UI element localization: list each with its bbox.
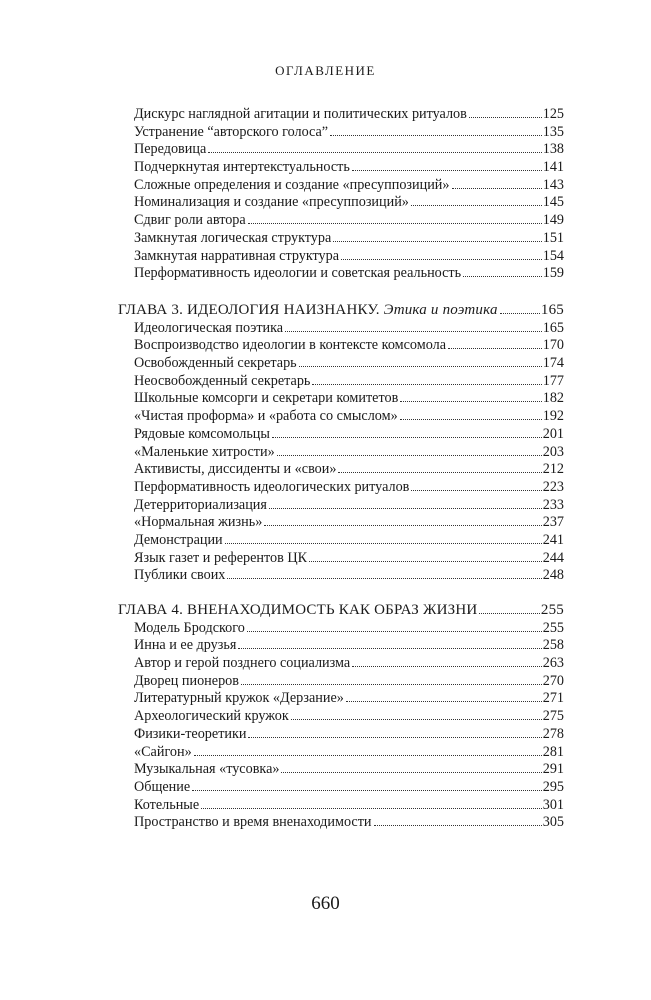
toc-entry[interactable] (118, 248, 564, 266)
page-ref: 237 (542, 514, 564, 531)
page-ref: 170 (542, 337, 564, 354)
toc-entry-title: «Нормальная жизнь» (134, 514, 263, 531)
toc-entry-title: Общение (134, 778, 191, 795)
toc-entry-title: Освобожденный секретарь (134, 355, 297, 372)
toc-entry[interactable] (118, 637, 564, 655)
toc-entry[interactable] (118, 177, 564, 195)
dot-leader (208, 152, 541, 153)
toc-entry[interactable] (118, 320, 564, 338)
toc-entry[interactable] (118, 461, 564, 479)
toc-entry-title: Подчеркнутая интертекстуальность (134, 159, 350, 176)
dot-leader (400, 401, 541, 402)
toc-entry-title: Передовица (134, 141, 207, 158)
toc-entry[interactable] (118, 194, 564, 212)
toc-entry[interactable] (118, 212, 564, 230)
dot-leader (352, 666, 541, 667)
toc-entry[interactable] (118, 532, 564, 550)
page-ref: 295 (542, 778, 564, 795)
page-ref: 248 (542, 567, 564, 584)
toc-entry-title: Дворец пионеров (134, 672, 239, 689)
toc-entry-title: Номинализация и создание «пресуппозиций» (134, 194, 409, 211)
dot-leader (330, 135, 542, 136)
toc-entry-title: Публики своих (134, 567, 226, 584)
toc-entry[interactable] (118, 373, 564, 391)
toc-chapter-3 (118, 302, 564, 585)
toc-entry[interactable] (118, 744, 564, 762)
page-ref: 255 (540, 602, 564, 618)
dot-leader (448, 348, 542, 349)
page-ref: 165 (542, 319, 564, 336)
toc-entry-title: Школьные комсорги и секретари комитетов (134, 390, 399, 407)
dot-leader (285, 331, 542, 332)
page-ref: 143 (542, 176, 564, 193)
page-ref: 305 (542, 814, 564, 831)
toc-entry-title: Физики-теоретики (134, 725, 247, 742)
page-ref: 149 (542, 212, 564, 229)
toc-entry-title: Инна и ее друзья (134, 637, 237, 654)
page-ref: 154 (542, 247, 564, 264)
toc-entry-title: Археологический кружок (134, 708, 289, 725)
toc-entry-title: Литературный кружок «Дерзание» (134, 690, 344, 707)
dot-leader (247, 631, 542, 632)
dot-leader (264, 525, 541, 526)
page-ref: 145 (542, 194, 564, 211)
toc-entry[interactable] (118, 550, 564, 568)
toc-entry-title: Замкнутая нарративная структура (134, 247, 340, 264)
toc-entry[interactable] (118, 230, 564, 248)
dot-leader (374, 825, 542, 826)
toc-section-continuation (118, 106, 564, 283)
page-ref: 263 (542, 655, 564, 672)
page-ref: 138 (542, 141, 564, 158)
running-header: ОГЛАВЛЕНИЕ (275, 63, 376, 78)
toc-entry[interactable] (118, 106, 564, 124)
dot-leader (469, 117, 542, 118)
toc-entry[interactable] (118, 708, 564, 726)
toc-entry-title: Дискурс наглядной агитации и политических ритуалов (134, 106, 467, 122)
toc-entry-title: Демонстрации (134, 531, 223, 548)
toc-chapter-heading[interactable] (118, 302, 564, 320)
page-ref: 192 (542, 408, 564, 425)
page-ref: 291 (542, 761, 564, 778)
page-ref: 125 (542, 106, 564, 122)
toc-entry[interactable] (118, 426, 564, 444)
toc-entry[interactable] (118, 814, 564, 832)
dot-leader (238, 648, 541, 649)
dot-leader (333, 241, 541, 242)
dot-leader (248, 223, 542, 224)
toc-entry-title: Модель Бродского (134, 619, 245, 636)
dot-leader (338, 472, 541, 473)
toc-entry-title: Сдвиг роли автора (134, 212, 246, 229)
toc-entry-title: Музыкальная «тусовка» (134, 761, 280, 778)
page-ref: 212 (542, 461, 564, 478)
dot-leader (291, 719, 542, 720)
dot-leader (341, 259, 542, 260)
toc-entry[interactable] (118, 797, 564, 815)
page-ref: 141 (542, 159, 564, 176)
toc-entry[interactable] (118, 690, 564, 708)
dot-leader (194, 755, 542, 756)
page-ref: 174 (542, 355, 564, 372)
dot-leader (241, 684, 542, 685)
toc-entry[interactable] (118, 779, 564, 797)
page-ref: 182 (542, 390, 564, 407)
page-ref: 301 (542, 796, 564, 813)
dot-leader (411, 205, 542, 206)
page-ref: 201 (542, 425, 564, 442)
toc-entry[interactable] (118, 673, 564, 691)
page-ref: 278 (542, 725, 564, 742)
toc-entry[interactable] (118, 444, 564, 462)
toc-entry[interactable] (118, 620, 564, 638)
dot-leader (452, 188, 542, 189)
toc-entry-title: Замкнутая логическая структура (134, 229, 332, 246)
page-ref: 270 (542, 672, 564, 689)
chapter-title: ГЛАВА 4. ВНЕНАХОДИМОСТЬ КАК ОБРАЗ ЖИЗНИ (118, 602, 478, 618)
page-ref: 159 (542, 265, 564, 282)
toc-entry[interactable] (118, 408, 564, 426)
toc-entry[interactable] (118, 390, 564, 408)
toc-entry-title: Идеологическая поэтика (134, 319, 284, 336)
page-ref: 258 (542, 637, 564, 654)
toc-entry-title: «Чистая проформа» и «работа со смыслом» (134, 408, 398, 425)
toc-entry[interactable] (118, 479, 564, 497)
page-ref: 135 (542, 123, 564, 140)
toc-entry[interactable] (118, 141, 564, 159)
toc-entry-title: Котельные (134, 796, 200, 813)
dot-leader (400, 419, 542, 420)
toc-entry-title: Рядовые комсомольцы (134, 425, 270, 442)
page-ref: 165 (540, 302, 564, 318)
chapter-subtitle: Этика и поэтика (383, 302, 498, 318)
toc-entry-title: Автор и герой позднего социализма (134, 655, 351, 672)
page-ref: 275 (542, 708, 564, 725)
toc-chapter-4 (118, 602, 564, 832)
page-ref: 233 (542, 496, 564, 513)
toc-entry[interactable] (118, 124, 564, 142)
dot-leader (346, 701, 542, 702)
toc-entry-title: Активисты, диссиденты и «свои» (134, 461, 337, 478)
dot-leader (269, 508, 542, 509)
toc-entry[interactable] (118, 355, 564, 373)
page-ref: 244 (542, 549, 564, 566)
dot-leader (411, 490, 541, 491)
toc-entry-title: Устранение “авторского голоса” (134, 123, 329, 140)
dot-leader (299, 366, 542, 367)
dot-leader (281, 772, 541, 773)
toc-entry-title: Перформативность идеологии и советская реальность (134, 265, 462, 282)
page-number: 660 (311, 893, 340, 914)
toc-entry-title: Неосвобожденный секретарь (134, 372, 311, 389)
dot-leader (309, 561, 542, 562)
toc-entry-title: Пространство и время вненаходимости (134, 814, 372, 831)
toc-entry[interactable] (118, 514, 564, 532)
toc-entry-title: Воспроизводство идеологии в контексте комсомола (134, 337, 447, 354)
page-ref: 255 (542, 619, 564, 636)
toc-entry[interactable] (118, 761, 564, 779)
toc-entry[interactable] (118, 726, 564, 744)
toc-entry-title: «Сайгон» (134, 743, 192, 760)
toc-entry-title: Детерриториализация (134, 496, 267, 513)
chapter-title: ГЛАВА 3. ИДЕОЛОГИЯ НАИЗНАНКУ. Этика и поэтика (118, 302, 498, 318)
dot-leader (227, 578, 541, 579)
dot-leader (312, 384, 541, 385)
toc-entry-title: «Маленькие хитрости» (134, 443, 275, 460)
page-ref: 177 (542, 372, 564, 389)
dot-leader (352, 170, 542, 171)
toc-entry[interactable] (118, 497, 564, 515)
dot-leader (272, 437, 542, 438)
dot-leader (248, 737, 541, 738)
toc-entry-title: Перформативность идеологических ритуалов (134, 478, 410, 495)
page-ref: 151 (542, 229, 564, 246)
page-ref: 281 (542, 743, 564, 760)
page-ref: 271 (542, 690, 564, 707)
dot-leader (463, 276, 542, 277)
dot-leader (479, 613, 539, 614)
toc-entry-title: Сложные определения и создание «пресуппозиций» (134, 176, 450, 193)
dot-leader (201, 808, 542, 809)
page-ref: 223 (542, 478, 564, 495)
page-ref: 203 (542, 443, 564, 460)
toc-entry[interactable] (118, 655, 564, 673)
toc-entry[interactable] (118, 265, 564, 283)
toc-entry[interactable] (118, 159, 564, 177)
dot-leader (500, 313, 540, 314)
dot-leader (192, 790, 542, 791)
toc-entry[interactable] (118, 337, 564, 355)
toc-entry-title: Язык газет и референтов ЦК (134, 549, 308, 566)
dot-leader (277, 455, 542, 456)
page-ref: 241 (542, 531, 564, 548)
toc-entry[interactable] (118, 567, 564, 585)
toc-chapter-heading[interactable] (118, 602, 564, 620)
dot-leader (225, 543, 542, 544)
